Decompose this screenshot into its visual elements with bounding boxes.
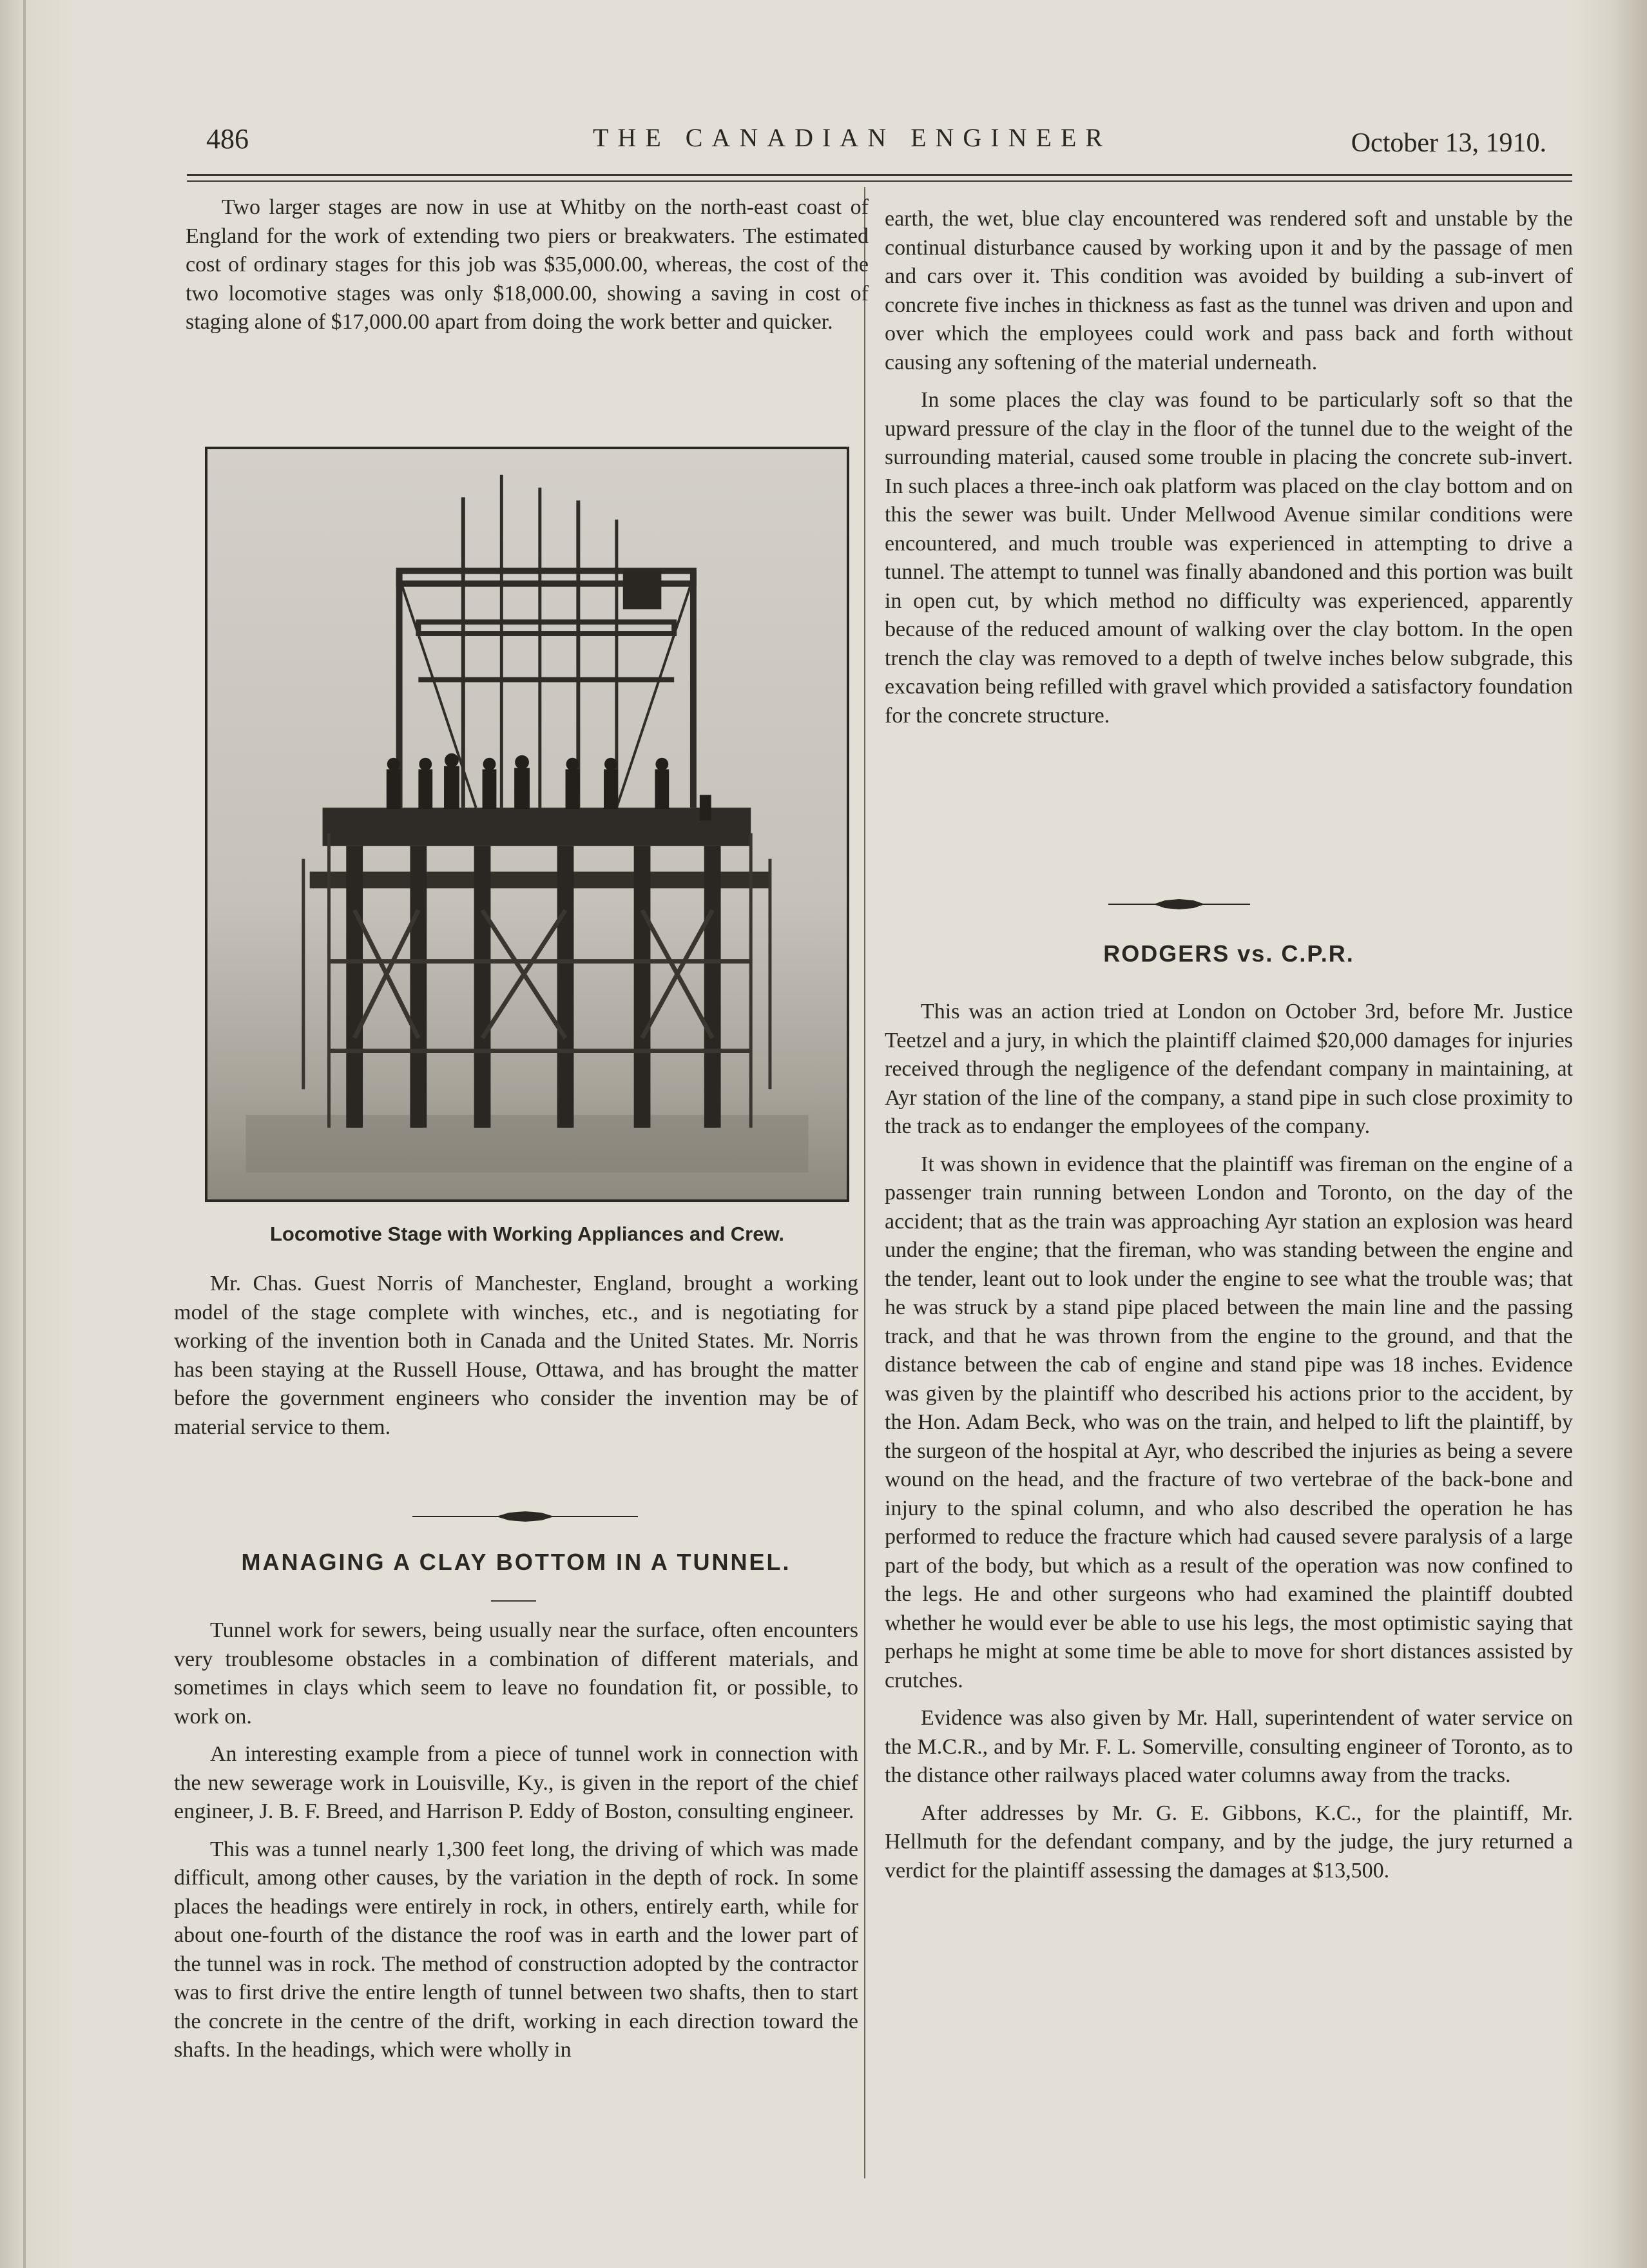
clay-article-body: [174, 1616, 858, 2074]
locomotive-stage-photo: [205, 447, 849, 1202]
rodgers-article-body: [885, 998, 1573, 1894]
article-title-clay: MANAGING A CLAY BOTTOM IN A TUNNEL.: [241, 1549, 791, 1575]
paragraph: It was shown in evidence that the plaintiff was fireman on the engine of a passenger train running between London and Toronto, on the day of the accident; that as the train was approaching Ayr station an explosion was heard under the engine; that the fireman, who was standing between the engine and the tender, leant out to look under the engine to see what the trouble was; that he was struck by a stand pipe placed between the main line and the passing track, and that he was thrown from the engine to the ground, and that the distance between the cab of engine and stand pipe was 18 inches. Evidence was given by the plaintiff who described his actions prior to the accident, by the Hon. Adam Beck, who was on the train, and helped to lift the plaintiff, by the surgeon of the hospital at Ayr, who described the injuries as being a severe wound on the head, and the fracture of two vertebrae of the back-bone and injury to the spinal column, and who also described the operation he has performed to reduce the fracture which had caused severe paralysis of a large part of the body, but which as a result of the operation was now confined to the legs. He and other surgeons who had examined the plaintiff doubted whether he would ever be able to use his legs, the most optimistic saying that perhaps he might at some time be able to move for short distances assisted by crutches.: [885, 1152, 1573, 1692]
header-rule-top: [187, 174, 1572, 176]
paragraph: Tunnel work for sewers, being usually near the surface, often encounters very troublesome obstacles in a combination of different materials, and sometimes in clays which seem to leave no foundation fit, or possible, to work on.: [174, 1618, 858, 1729]
article-title-rodgers: RODGERS vs. C.P.R.: [1103, 940, 1354, 967]
paragraph: Two larger stages are now in use at Whitby on the north-east coast of England for the work of extending two piers or breakwaters. The estimated cost of ordinary stages for this job was $35,000.00, whereas, the cost of the two locomotive stages was only $18,000.00, showing a saving in cost of staging alone of $17,000.00 apart from doing the work better and quicker.: [186, 195, 869, 334]
column-divider: [864, 187, 865, 2178]
paragraph: An interesting example from a piece of tunnel work in connection with the new sewerage work in Louisville, Ky., is given in the report of the chief engineer, J. B. F. Breed, and Harrison P. Eddy of Boston, consulting engineer.: [174, 1742, 858, 1823]
header-rule-bottom: [187, 180, 1572, 182]
issue-date: October 13, 1910.: [1351, 128, 1546, 158]
section-ornament: [412, 1510, 638, 1523]
paragraph: Evidence was also given by Mr. Hall, superintendent of water service on the M.C.R., and by Mr. F. L. Somerville, consulting engineer of Toronto, as to the distance other railways placed water columns away from the tracks.: [885, 1706, 1573, 1787]
page-header: [206, 122, 1546, 168]
paragraph: earth, the wet, blue clay encountered was rendered soft and unstable by the continual disturbance caused by working upon it and by the passage of men and cars over it. This condition was avoided by building a sub-invert of concrete five inches in thickness as fast as the tunnel was driven and upon and over which the employees could work and pass back and forth without causing any softening of the material underneath.: [885, 207, 1573, 374]
paragraph: Mr. Chas. Guest Norris of Manchester, England, brought a working model of the stage complete with winches, etc., and is negotiating for working of the invention both in Canada and the United States. Mr. Norris has been staying at the Russell House, Ottawa, and has brought the matter before the government engineers who consider the invention may be of material service to them.: [174, 1272, 858, 1439]
binding-gutter: [23, 0, 26, 2268]
photo-illustration: [207, 449, 847, 1199]
paragraph: This was a tunnel nearly 1,300 feet long, the driving of which was made difficult, among other causes, by the variation in the depth of rock. In some places the headings were entirely in rock, in others, entirely earth, while for about one-fourth of the distance the roof was in earth and the lower part of the tunnel was in rock. The method of construction adopted by the contractor was to first drive the entire length of tunnel between two shafts, then to start the concrete in the centre of the drift, working in each direction toward the shafts. In the headings, which were wholly in: [174, 1837, 858, 2062]
left-column-intro: [186, 193, 869, 346]
right-column-clay-continued: [885, 205, 1573, 739]
photo-caption: Locomotive Stage with Working Appliances and Crew.: [269, 1223, 785, 1245]
paragraph: This was an action tried at London on October 3rd, before Mr. Justice Teetzel and a jury, in which the plaintiff claimed $20,000 damages for injuries received through the negligence of the defendant company in maintaining, at Ayr station of the line of the company, a stand pipe in such close proximity to the track as to endanger the employees of the company.: [885, 1000, 1573, 1138]
page-number: 486: [206, 123, 249, 155]
left-column-after-photo: [174, 1270, 858, 1451]
journal-title: THE CANADIAN ENGINEER: [593, 123, 1112, 152]
paragraph: In some places the clay was found to be particularly soft so that the upward pressure of the clay in the floor of the tunnel due to the weight of the surrounding material, caused some trouble in placing the concrete sub-invert. In such places a three-inch oak platform was placed on the clay bottom and on this the sewer was built. Under Mellwood Avenue similar conditions were encountered, and much trouble was experienced in attempting to drive a tunnel. The attempt to tunnel was finally abandoned and this portion was built in open cut, by which method no difficulty was experienced, apparently because of the reduced amount of walking over the clay bottom. In the open trench the clay was removed to a depth of twelve inches below subgrade, this excavation being refilled with gravel which provided a satisfactory foundation for the concrete structure.: [885, 388, 1573, 728]
section-ornament: [1108, 898, 1250, 911]
title-underline: [491, 1600, 536, 1602]
paragraph: After addresses by Mr. G. E. Gibbons, K.C., for the plaintiff, Mr. Hellmuth for the defendant company, and by the judge, the jury returned a verdict for the plaintiff assessing the damages at $13,500.: [885, 1801, 1573, 1883]
